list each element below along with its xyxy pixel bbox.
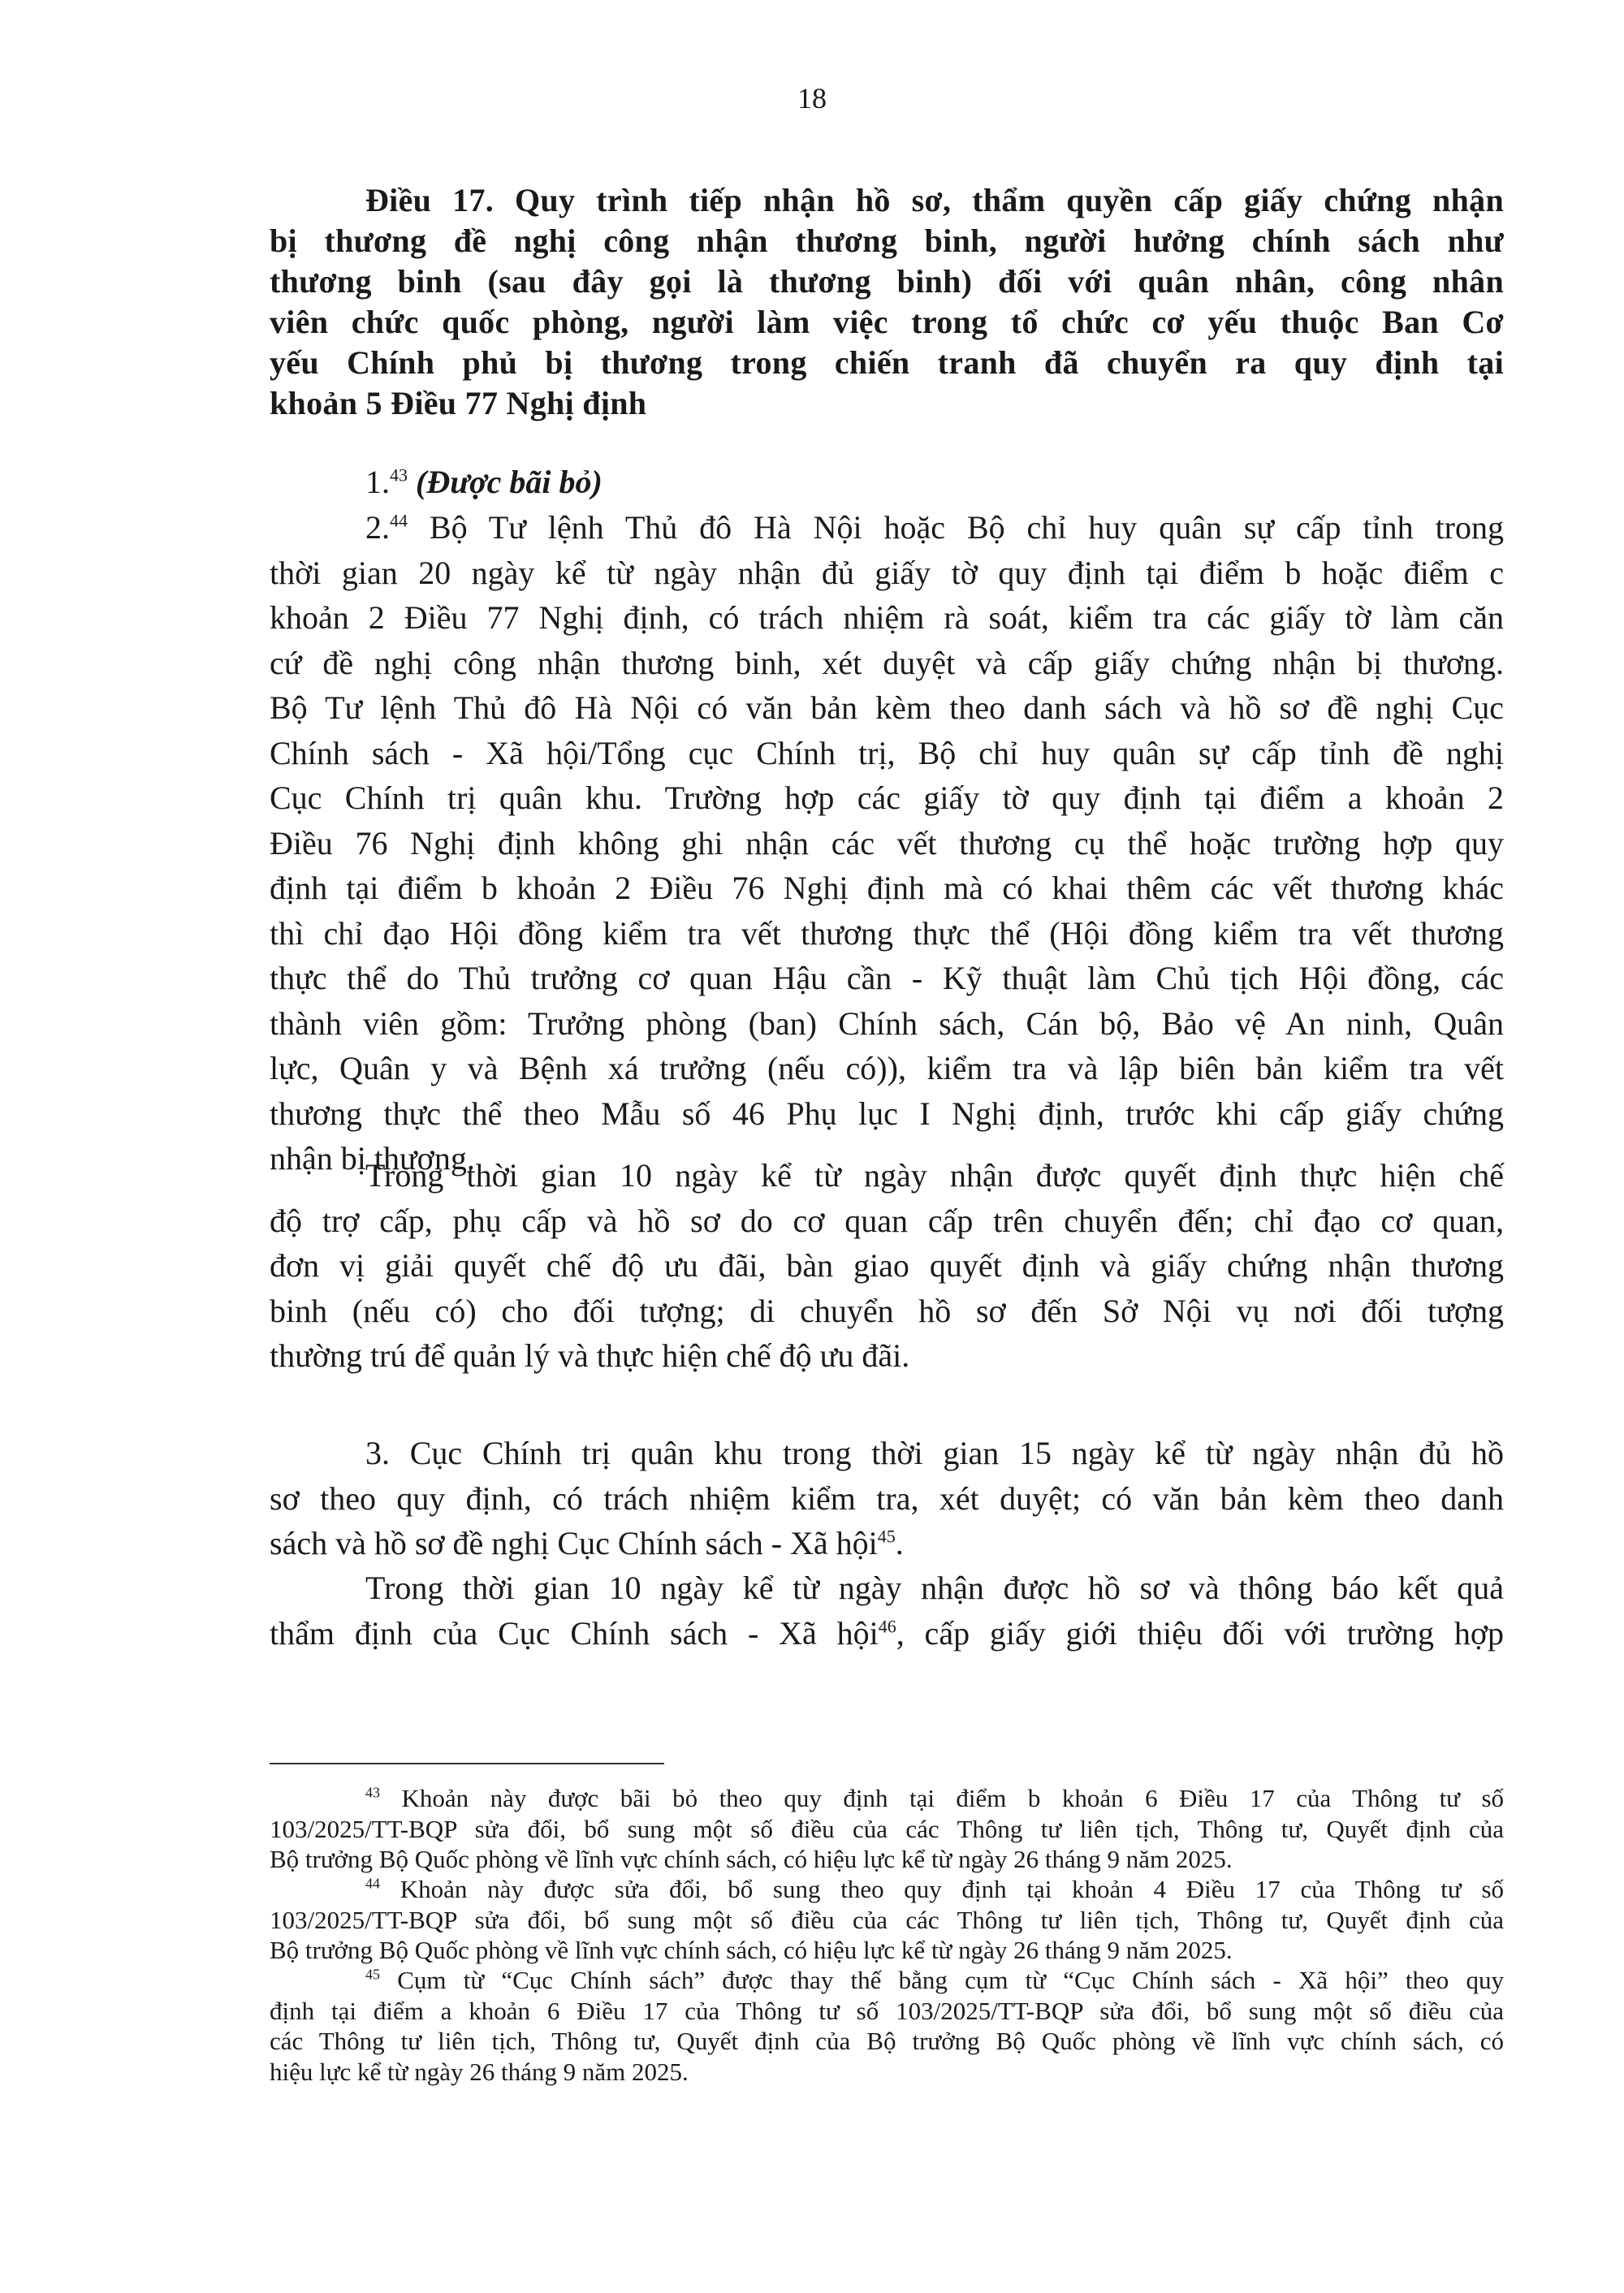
repealed-note: (Được bãi bỏ) [416,464,603,500]
body-line: định tại điểm b khoản 2 Điều 76 Nghị định mà có khai thêm các vết thương khác [270,870,1504,906]
heading-line: Điều 17. Quy trình tiếp nhận hồ sơ, thẩm quyền cấp giấy chứng nhận [365,182,1504,218]
footnote-text: Cụm từ “Cục Chính sách” được thay thế bằng cụm từ “Cục Chính sách - Xã hội” theo quy [397,1966,1505,1994]
body-text: thẩm định của Cục Chính sách - Xã hội [270,1614,879,1652]
body-line: binh (nếu có) cho đối tượng; di chuyển hồ sơ đến Sở Nội vụ nơi đối tượng [270,1292,1504,1329]
body-text: , cấp giấy giới thiệu đối với trường hợp [896,1614,1504,1652]
body-text: Bộ Tư lệnh Thủ đô Hà Nội hoặc Bộ chỉ huy quân sự cấp tỉnh trong [429,509,1504,546]
footnote-separator [270,1763,664,1764]
body-line [270,1521,1504,1566]
footnote-line [270,1874,1504,1905]
body-line: Cục Chính trị quân khu. Trường hợp các giấy tờ quy định tại điểm a khoản 2 [270,779,1504,816]
clause-number: 1. [365,464,390,500]
body-line: đơn vị giải quyết chế độ ưu đãi, bàn giao quyết định và giấy chứng nhận thương [270,1247,1504,1284]
footnote-number: 45 [365,1966,380,1983]
body-line: Bộ Tư lệnh Thủ đô Hà Nội có văn bản kèm theo danh sách và hồ sơ đề nghị Cục [270,689,1504,726]
footnote-43 [270,1783,1504,1875]
footnote-line: hiệu lực kể từ ngày 26 tháng 9 năm 2025. [270,2057,689,2086]
body-line: thực thể do Thủ trưởng cơ quan Hậu cần - Kỹ thuật làm Chủ tịch Hội đồng, các [270,960,1504,996]
footnote-ref[interactable]: 45 [877,1526,896,1547]
period: . [895,1525,904,1561]
body-text: sách và hồ sơ đề nghị Cục Chính sách - Xã hội [270,1525,878,1561]
footnote-line: các Thông tư liên tịch, Thông tư, Quyết định của Bộ trưởng Bộ Quốc phòng về lĩnh vực chính sách, có [270,2027,1504,2055]
body-line: Chính sách - Xã hội/Tổng cục Chính trị, Bộ chỉ huy quân sự cấp tỉnh đề nghị [270,734,1504,771]
paragraph-implementation [270,1153,1504,1379]
footnote-line: Bộ trưởng Bộ Quốc phòng về lĩnh vực chính sách, có hiệu lực kể từ ngày 26 tháng 9 năm 2025. [270,1845,1233,1873]
body-line [270,1611,1504,1656]
footnote-ref[interactable]: 43 [390,464,408,486]
body-line: thương thực thể theo Mẫu số 46 Phụ lục I Nghị định, trước khi cấp giấy chứng [270,1095,1504,1132]
body-line: thành viên gồm: Trưởng phòng (ban) Chính sách, Cán bộ, Bảo vệ An ninh, Quân [270,1004,1504,1042]
footnote-line: Bộ trưởng Bộ Quốc phòng về lĩnh vực chính sách, có hiệu lực kể từ ngày 26 tháng 9 năm 2025. [270,1936,1233,1964]
body-line: lực, Quân y và Bệnh xá trưởng (nếu có)), kiểm tra và lập biên bản kiểm tra vết [270,1050,1504,1086]
footnote-line: 103/2025/TT-BQP sửa đổi, bổ sung một số điều của các Thông tư liên tịch, Thông tư, Quyết định của [270,1905,1504,1934]
footnote-text: Khoản này được sửa đổi, bổ sung theo quy định tại khoản 4 Điều 17 của Thông tư số [400,1875,1505,1903]
footnote-number: 43 [365,1784,380,1801]
body-line: thời gian 20 ngày kể từ ngày nhận đủ giấy tờ quy định tại điểm b hoặc điểm c [270,554,1504,591]
heading-line: thương binh (sau đây gọi là thương binh) đối với quân nhân, công nhân [270,263,1504,300]
page-number: 18 [797,82,827,114]
heading-line: bị thương đề nghị công nhận thương binh, người hưởng chính sách như [270,222,1504,259]
footnote-44 [270,1874,1504,1966]
body-line: Điều 76 Nghị định không ghi nhận các vết thương cụ thể hoặc trường hợp quy [270,824,1504,861]
body-line: độ trợ cấp, phụ cấp và hồ sơ do cơ quan cấp trên chuyển đến; chỉ đạo cơ quan, [270,1202,1504,1239]
clause-1 [270,460,1504,505]
paragraph-referral [270,1565,1504,1656]
body-line: nhận bị thương. [270,1140,475,1177]
footnote-45 [270,1965,1504,2087]
body-line: Trong thời gian 10 ngày kể từ ngày nhận được hồ sơ và thông báo kết quả [365,1570,1504,1606]
footnote-ref[interactable]: 44 [390,510,408,531]
footnote-line: định tại điểm a khoản 6 Điều 17 của Thông tư số 103/2025/TT-BQP sửa đổi, bổ sung một số điều của [270,1996,1504,2025]
footnote-line [270,1965,1504,1996]
body-line: sơ theo quy định, có trách nhiệm kiểm tra, xét duyệt; có văn bản kèm theo danh [270,1479,1504,1517]
body-line: thường trú để quản lý và thực hiện chế độ ưu đãi. [270,1337,910,1374]
footnote-number: 44 [365,1875,380,1892]
clause-3 [270,1431,1504,1566]
body-line: 3. Cục Chính trị quân khu trong thời gian 15 ngày kể từ ngày nhận đủ hồ [365,1435,1504,1471]
footnote-line [270,1783,1504,1814]
heading-line: yếu Chính phủ bị thương trong chiến tranh đã chuyển ra quy định tại [270,344,1504,381]
body-line: Trong thời gian 10 ngày kể từ ngày nhận được quyết định thực hiện chế [365,1157,1504,1194]
body-line: thì chỉ đạo Hội đồng kiểm tra vết thương thực thể (Hội đồng kiểm tra vết thương [270,914,1504,952]
heading-line: khoản 5 Điều 77 Nghị định [270,385,647,421]
body-line: khoản 2 Điều 77 Nghị định, có trách nhiệm rà soát, kiểm tra các giấy tờ làm căn [270,599,1504,636]
clause-number: 2. [365,509,390,546]
body-line [270,505,1504,551]
article-heading [270,180,1504,424]
footnote-text: Khoản này được bãi bỏ theo quy định tại điểm b khoản 6 Điều 17 của Thông tư số [401,1784,1505,1812]
body-line: cứ đề nghị công nhận thương binh, xét duyệt và cấp giấy chứng nhận bị thương. [270,644,1504,681]
footnote-ref[interactable]: 46 [878,1616,896,1637]
clause-2 [270,505,1504,1181]
footnote-line: 103/2025/TT-BQP sửa đổi, bổ sung một số điều của các Thông tư liên tịch, Thông tư, Quyết định của [270,1814,1504,1843]
heading-line: viên chức quốc phòng, người làm việc trong tổ chức cơ yếu thuộc Ban Cơ [270,304,1504,340]
